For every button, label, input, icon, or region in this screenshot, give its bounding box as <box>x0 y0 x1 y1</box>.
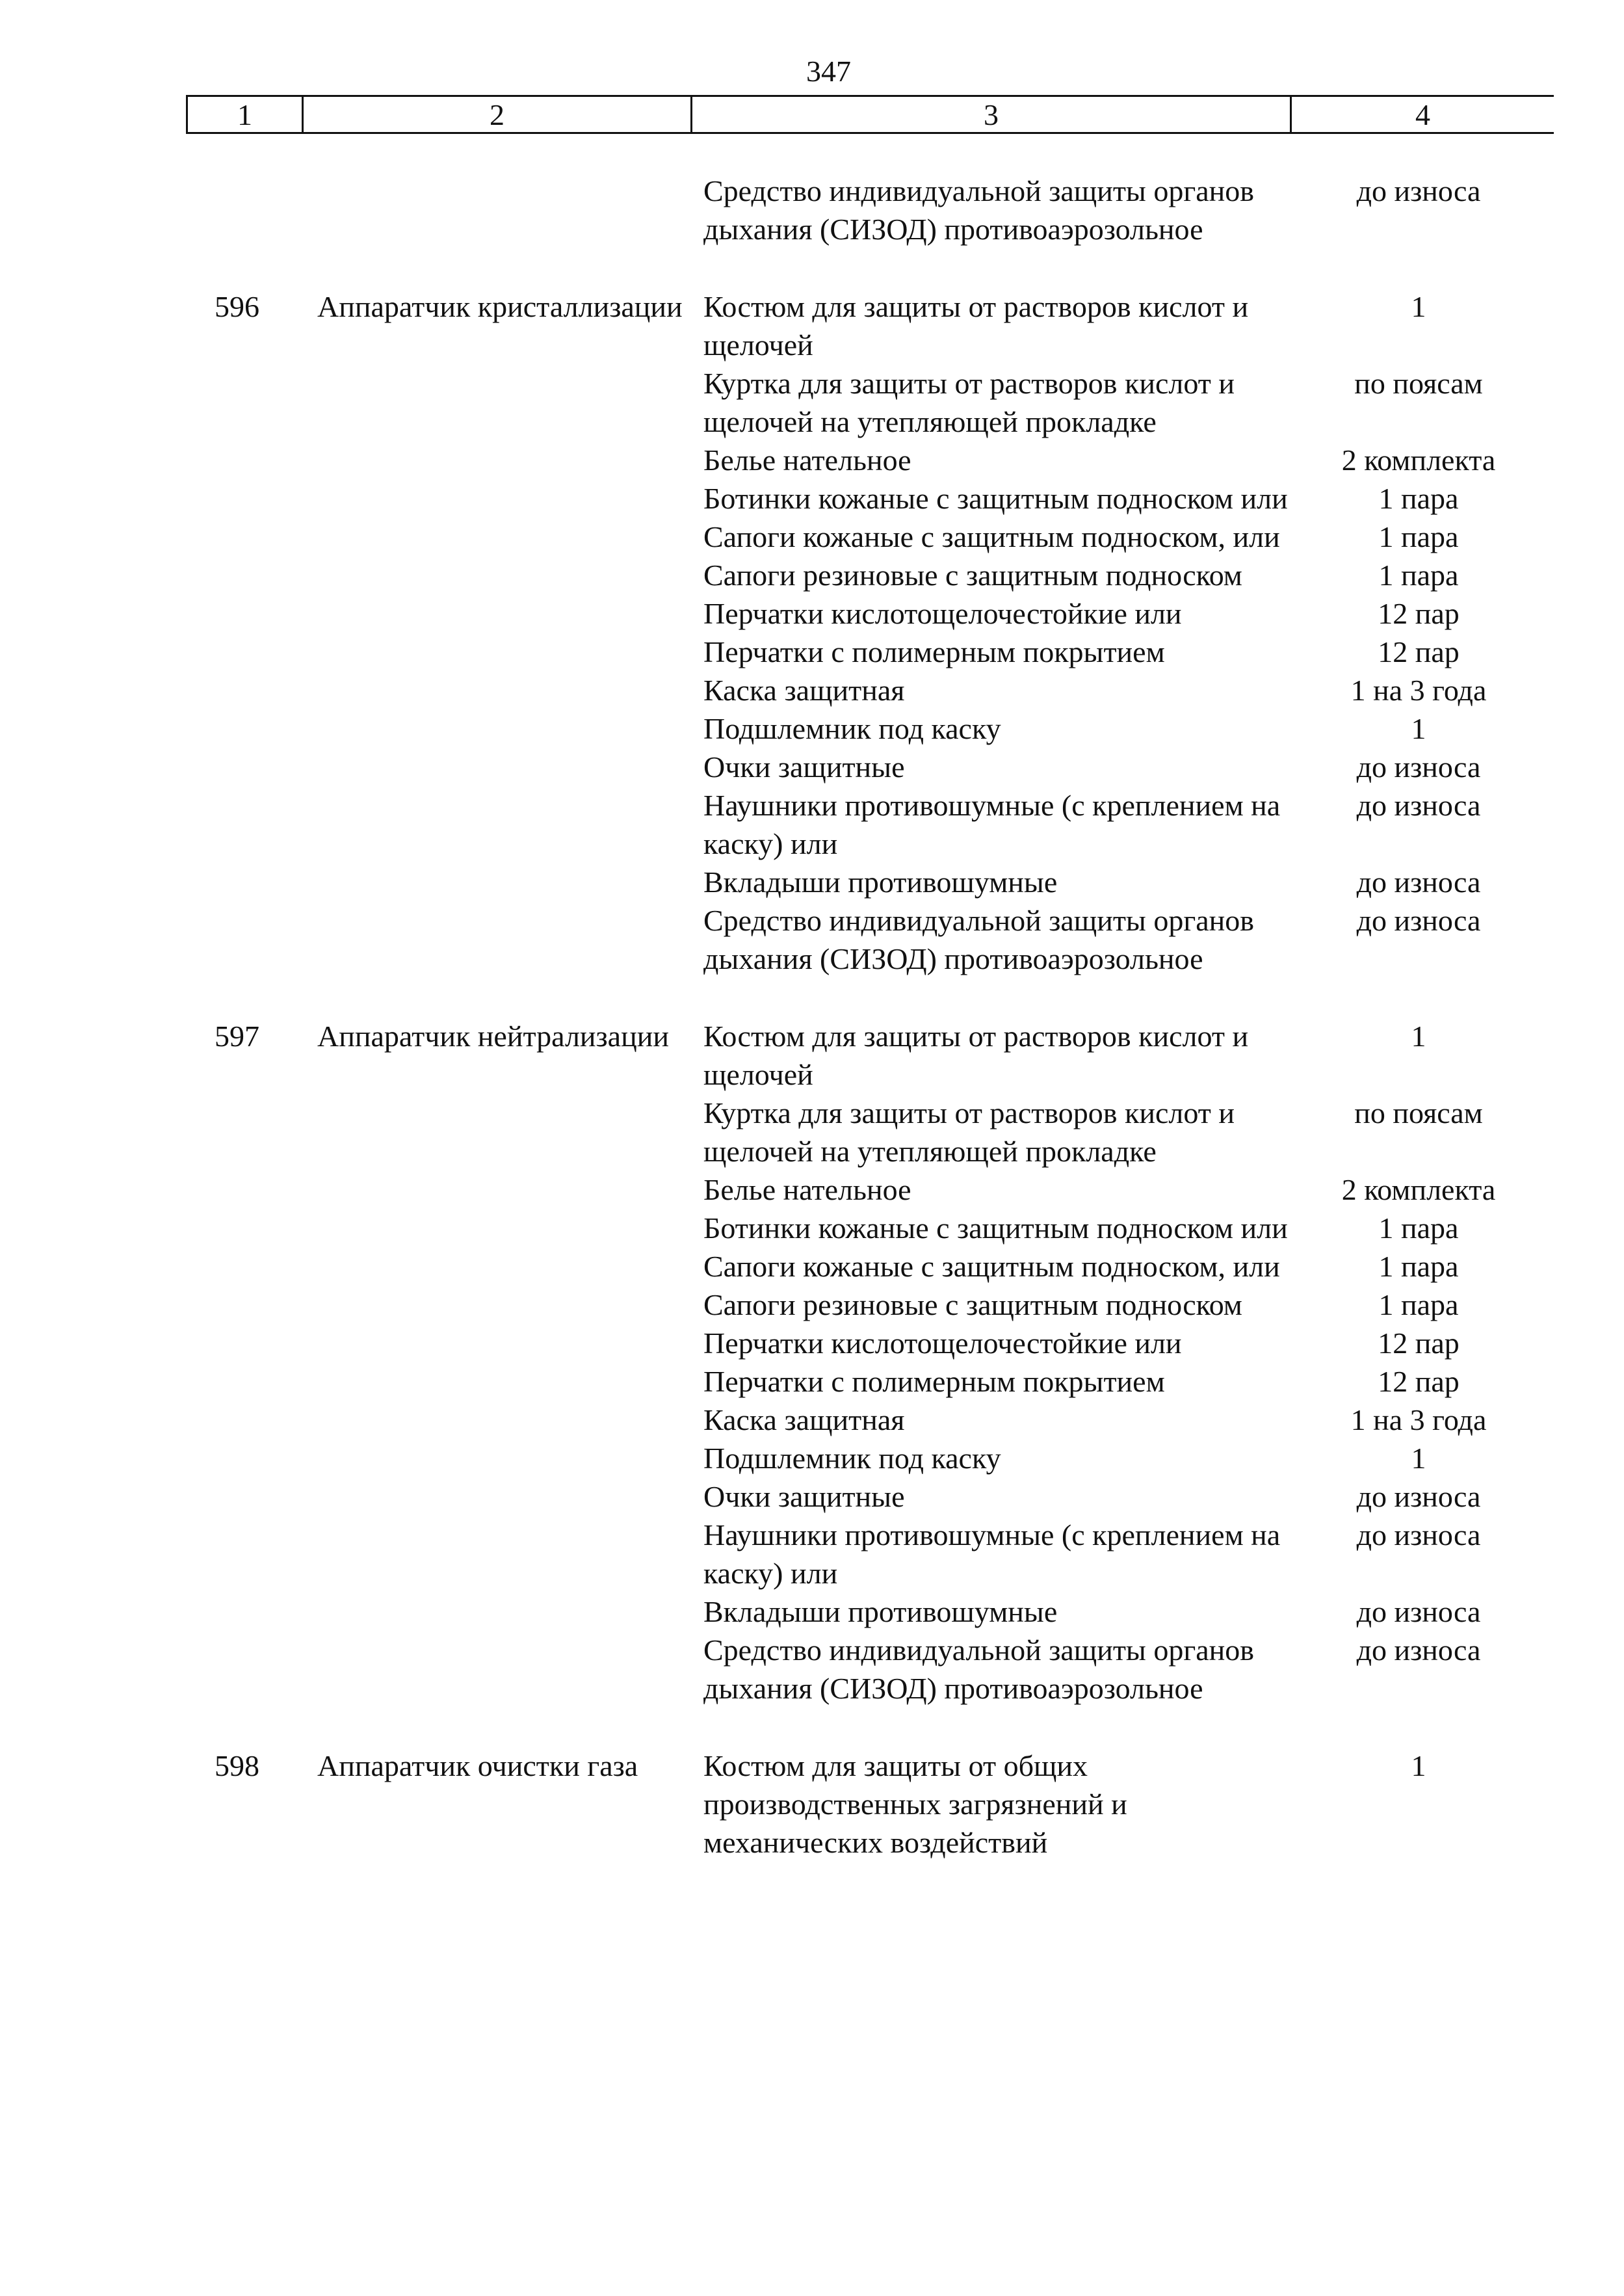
ppe-item-norm: до износа <box>1356 750 1481 784</box>
row-number: 597 <box>215 1020 259 1053</box>
list-item <box>703 1247 1549 1286</box>
list-item <box>703 1516 1549 1592</box>
ppe-list <box>703 1017 1549 1708</box>
ppe-item-norm: 2 комплекта <box>1341 1173 1496 1206</box>
ppe-item-norm: до износа <box>1356 865 1481 899</box>
ppe-item-norm: до износа <box>1356 1595 1481 1628</box>
ppe-item-norm: 1 <box>1411 1442 1426 1475</box>
ppe-item-name: Белье нательное <box>703 443 911 477</box>
ppe-item-norm: 1 пара <box>1378 1211 1459 1245</box>
list-item <box>703 1747 1549 1862</box>
ppe-item-name: Куртка для защиты от растворов кислот и щелочей на утепляющей прокладке <box>703 367 1235 438</box>
list-item <box>703 709 1549 748</box>
list-item <box>703 172 1549 248</box>
ppe-item-norm: 1 пара <box>1378 1250 1459 1283</box>
ppe-item-name: Подшлемник под каску <box>703 1442 1001 1475</box>
ppe-item-name: Вкладыши противошумные <box>703 865 1058 899</box>
ppe-item-norm: 1 на 3 года <box>1350 674 1487 707</box>
ppe-item-name: Наушники противошумные (с креплением на каску) или <box>703 789 1281 860</box>
ppe-item-norm: до износа <box>1356 1480 1481 1513</box>
ppe-item-name: Куртка для защиты от растворов кислот и щелочей на утепляющей прокладке <box>703 1096 1235 1168</box>
ppe-item-norm: 1 <box>1411 1020 1426 1053</box>
ppe-item-norm: 1 пара <box>1378 1288 1459 1321</box>
ppe-item-norm: 1 пара <box>1378 482 1459 515</box>
list-item <box>703 556 1549 594</box>
ppe-item-name: Подшлемник под каску <box>703 712 1001 745</box>
ppe-item-name: Костюм для защиты от общих производственных загрязнений и механических воздействий <box>703 1749 1127 1859</box>
ppe-item-norm: 12 пар <box>1378 1326 1460 1360</box>
list-item <box>703 786 1549 863</box>
ppe-item-name: Сапоги резиновые с защитным подноском <box>703 1288 1242 1321</box>
list-item <box>703 1631 1549 1708</box>
page-number: 347 <box>806 55 851 88</box>
list-item <box>703 364 1549 441</box>
list-item <box>703 441 1549 479</box>
ppe-list <box>703 172 1549 248</box>
ppe-item-norm: 12 пар <box>1378 597 1460 630</box>
list-item <box>703 1439 1549 1477</box>
ppe-item-name: Перчатки с полимерным покрытием <box>703 635 1165 668</box>
list-item <box>703 1094 1549 1170</box>
list-item <box>703 287 1549 364</box>
ppe-item-name: Средство индивидуальной защиты органов дыхания (СИЗОД) противоаэрозольное <box>703 1633 1254 1705</box>
ppe-item-norm: 12 пар <box>1378 1365 1460 1398</box>
ppe-item-name: Белье нательное <box>703 1173 911 1206</box>
list-item <box>703 1324 1549 1362</box>
ppe-item-norm: 1 на 3 года <box>1350 1403 1487 1436</box>
header-col-1: 1 <box>188 97 304 132</box>
ppe-item-name: Каска защитная <box>703 674 905 707</box>
table-header <box>186 95 1554 134</box>
list-item <box>703 1209 1549 1247</box>
list-item <box>703 594 1549 633</box>
ppe-item-name: Каска защитная <box>703 1403 905 1436</box>
ppe-item-norm: до износа <box>1356 174 1481 207</box>
ppe-item-name: Перчатки кислотощелочестойкие или <box>703 1326 1182 1360</box>
list-item <box>703 1592 1549 1631</box>
ppe-item-name: Наушники противошумные (с креплением на каску) или <box>703 1518 1281 1590</box>
ppe-item-name: Средство индивидуальной защиты органов дыхания (СИЗОД) противоаэрозольное <box>703 904 1254 975</box>
ppe-item-name: Сапоги кожаные с защитным подноском, или <box>703 520 1280 553</box>
ppe-item-norm: 1 пара <box>1378 559 1459 592</box>
list-item <box>703 1170 1549 1209</box>
ppe-item-norm: 1 <box>1411 1749 1426 1782</box>
ppe-item-name: Перчатки кислотощелочестойкие или <box>703 597 1182 630</box>
ppe-item-norm: по поясам <box>1354 1096 1483 1129</box>
table-body <box>0 172 1624 1901</box>
profession-name: Аппаратчик очистки газа <box>317 1749 638 1782</box>
table-row <box>0 1017 1624 1708</box>
ppe-item-name: Сапоги резиновые с защитным подноском <box>703 559 1242 592</box>
ppe-item-norm: 12 пар <box>1378 635 1460 668</box>
ppe-item-norm: 1 <box>1411 712 1426 745</box>
profession-name: Аппаратчик кристаллизации <box>317 290 683 323</box>
ppe-item-name: Костюм для защиты от растворов кислот и щелочей <box>703 290 1249 362</box>
row-number: 598 <box>215 1749 259 1782</box>
ppe-list <box>703 287 1549 978</box>
list-item <box>703 479 1549 518</box>
ppe-list <box>703 1747 1549 1862</box>
ppe-item-name: Очки защитные <box>703 1480 905 1513</box>
header-col-3: 3 <box>692 97 1292 132</box>
table-row <box>0 172 1624 248</box>
ppe-item-name: Ботинки кожаные с защитным подноском или <box>703 1211 1288 1245</box>
ppe-item-norm: 1 <box>1411 290 1426 323</box>
ppe-item-norm: до износа <box>1356 789 1481 822</box>
ppe-item-norm: до износа <box>1356 1633 1481 1667</box>
ppe-item-name: Очки защитные <box>703 750 905 784</box>
ppe-item-norm: 1 пара <box>1378 520 1459 553</box>
ppe-item-norm: 2 комплекта <box>1341 443 1496 477</box>
ppe-item-name: Ботинки кожаные с защитным подноском или <box>703 482 1288 515</box>
list-item <box>703 1401 1549 1439</box>
list-item <box>703 1017 1549 1094</box>
table-row <box>0 1747 1624 1862</box>
list-item <box>703 518 1549 556</box>
row-number: 596 <box>215 290 259 323</box>
ppe-item-norm: по поясам <box>1354 367 1483 400</box>
table-row <box>0 287 1624 978</box>
list-item <box>703 863 1549 901</box>
ppe-item-name: Сапоги кожаные с защитным подноском, или <box>703 1250 1280 1283</box>
header-col-2: 2 <box>304 97 692 132</box>
list-item <box>703 748 1549 786</box>
list-item <box>703 1477 1549 1516</box>
header-col-4: 4 <box>1415 98 1430 131</box>
list-item <box>703 901 1549 978</box>
ppe-item-name: Костюм для защиты от растворов кислот и щелочей <box>703 1020 1249 1091</box>
list-item <box>703 671 1549 709</box>
ppe-item-name: Вкладыши противошумные <box>703 1595 1058 1628</box>
profession-name: Аппаратчик нейтрализации <box>317 1020 669 1053</box>
list-item <box>703 1286 1549 1324</box>
ppe-item-norm: до износа <box>1356 904 1481 937</box>
ppe-item-norm: до износа <box>1356 1518 1481 1551</box>
list-item <box>703 633 1549 671</box>
list-item <box>703 1362 1549 1401</box>
ppe-item-name: Средство индивидуальной защиты органов дыхания (СИЗОД) противоаэрозольное <box>703 174 1254 246</box>
ppe-item-name: Перчатки с полимерным покрытием <box>703 1365 1165 1398</box>
